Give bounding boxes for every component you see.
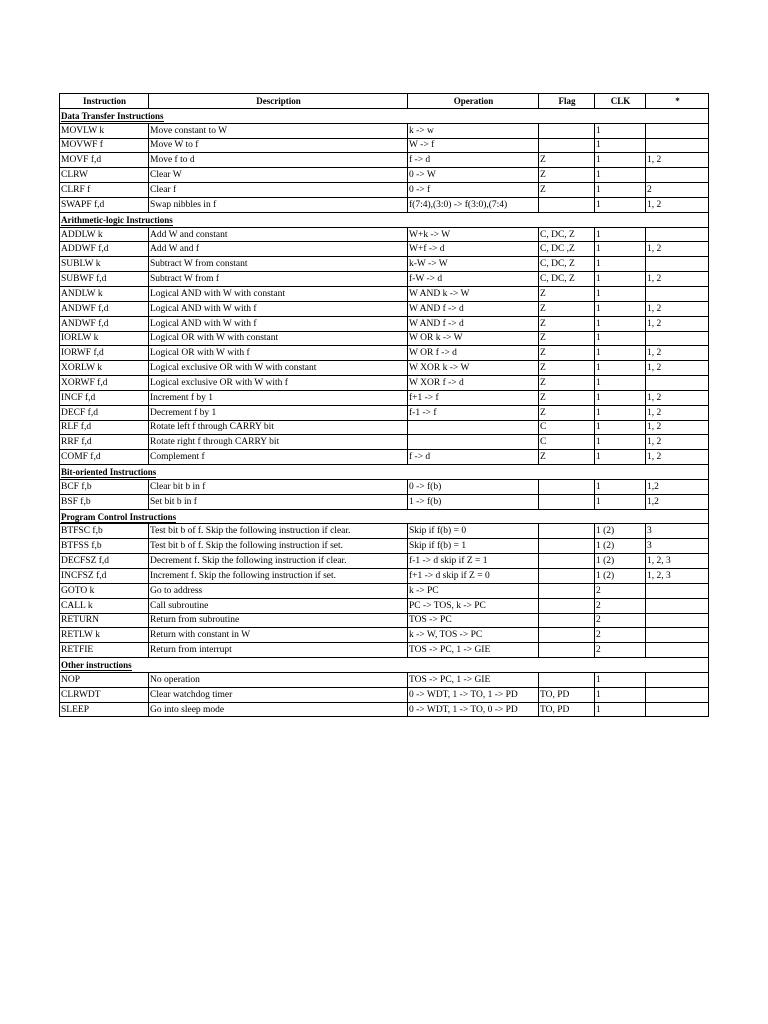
clk-cell: 1: [595, 346, 646, 361]
section-header-row: [60, 509, 709, 524]
operation-cell: W+k -> W: [408, 227, 539, 242]
table-row: [60, 494, 709, 509]
note-cell: [646, 702, 709, 717]
header-clk: CLK: [595, 94, 646, 109]
clk-cell: 1: [595, 286, 646, 301]
flag-cell: Z: [539, 450, 595, 465]
note-cell: [646, 628, 709, 643]
flag-cell: C, DC, Z: [539, 272, 595, 287]
note-cell: 1, 2: [646, 197, 709, 212]
clk-cell: 1 (2): [595, 539, 646, 554]
instruction-cell: CLRF f: [60, 183, 149, 198]
operation-cell: TOS -> PC, 1 -> GIE: [408, 672, 539, 687]
note-cell: [646, 613, 709, 628]
operation-cell: TOS -> PC, 1 -> GIE: [408, 643, 539, 658]
operation-cell: PC -> TOS, k -> PC: [408, 598, 539, 613]
instruction-cell: SUBWF f,d: [60, 272, 149, 287]
section-title-cell: [60, 212, 709, 227]
description-cell: Clear bit b in f: [149, 479, 408, 494]
section-title-cell: [60, 108, 709, 123]
description-cell: Logical exclusive OR with W with constant: [149, 361, 408, 376]
note-cell: [646, 598, 709, 613]
flag-cell: Z: [539, 183, 595, 198]
note-cell: 1, 2: [646, 361, 709, 376]
table-row: [60, 346, 709, 361]
table-row: [60, 183, 709, 198]
operation-cell: TOS -> PC: [408, 613, 539, 628]
flag-cell: Z: [539, 331, 595, 346]
flag-cell: C: [539, 435, 595, 450]
instruction-cell: NOP: [60, 672, 149, 687]
operation-cell: W AND k -> W: [408, 286, 539, 301]
table-row: [60, 272, 709, 287]
note-cell: [646, 672, 709, 687]
clk-cell: 1: [595, 227, 646, 242]
table-row: [60, 123, 709, 138]
operation-cell: 0 -> f: [408, 183, 539, 198]
clk-cell: 2: [595, 598, 646, 613]
instruction-cell: CLRW: [60, 168, 149, 183]
operation-cell: f-W -> d: [408, 272, 539, 287]
note-cell: 1, 2: [646, 316, 709, 331]
note-cell: [646, 168, 709, 183]
instruction-cell: COMF f,d: [60, 450, 149, 465]
note-cell: [646, 227, 709, 242]
instruction-cell: XORLW k: [60, 361, 149, 376]
description-cell: Move constant to W: [149, 123, 408, 138]
table-row: [60, 583, 709, 598]
section-header-row: [60, 108, 709, 123]
flag-cell: [539, 197, 595, 212]
operation-cell: f+1 -> f: [408, 390, 539, 405]
note-cell: 1, 2: [646, 272, 709, 287]
table-row: [60, 242, 709, 257]
note-cell: 1, 2: [646, 420, 709, 435]
description-cell: No operation: [149, 672, 408, 687]
flag-cell: [539, 524, 595, 539]
note-cell: 1, 2, 3: [646, 554, 709, 569]
section-header-row: [60, 465, 709, 480]
flag-cell: C, DC, Z: [539, 257, 595, 272]
operation-cell: k -> W, TOS -> PC: [408, 628, 539, 643]
instruction-cell: ANDWF f,d: [60, 301, 149, 316]
table-row: [60, 628, 709, 643]
header-description: Description: [149, 94, 408, 109]
instruction-cell: ADDLW k: [60, 227, 149, 242]
header-row: [60, 94, 709, 109]
instruction-cell: INCFSZ f,d: [60, 569, 149, 584]
flag-cell: C, DC, Z: [539, 227, 595, 242]
flag-cell: [539, 539, 595, 554]
note-cell: 3: [646, 524, 709, 539]
instruction-set-table: [59, 93, 709, 717]
description-cell: Increment f. Skip the following instruction if set.: [149, 569, 408, 584]
flag-cell: [539, 494, 595, 509]
note-cell: [646, 123, 709, 138]
clk-cell: 1: [595, 687, 646, 702]
instruction-cell: BTFSS f,b: [60, 539, 149, 554]
operation-cell: f -> d: [408, 450, 539, 465]
flag-cell: C: [539, 420, 595, 435]
table-row: [60, 450, 709, 465]
clk-cell: 1: [595, 168, 646, 183]
description-cell: Swap nibbles in f: [149, 197, 408, 212]
note-cell: 1, 2: [646, 301, 709, 316]
clk-cell: 1: [595, 316, 646, 331]
table-row: [60, 613, 709, 628]
instruction-cell: RETURN: [60, 613, 149, 628]
flag-cell: [539, 569, 595, 584]
clk-cell: 1: [595, 435, 646, 450]
instruction-cell: RETFIE: [60, 643, 149, 658]
note-cell: 1, 2: [646, 242, 709, 257]
note-cell: 1, 2: [646, 435, 709, 450]
flag-cell: [539, 479, 595, 494]
description-cell: Add W and f: [149, 242, 408, 257]
section-header-row: [60, 212, 709, 227]
flag-cell: Z: [539, 405, 595, 420]
note-cell: [646, 376, 709, 391]
flag-cell: Z: [539, 361, 595, 376]
operation-cell: W XOR f -> d: [408, 376, 539, 391]
flag-cell: Z: [539, 168, 595, 183]
operation-cell: W -> f: [408, 138, 539, 153]
note-cell: 1, 2: [646, 390, 709, 405]
instruction-cell: ANDLW k: [60, 286, 149, 301]
table-row: [60, 257, 709, 272]
operation-cell: W AND f -> d: [408, 301, 539, 316]
operation-cell: W AND f -> d: [408, 316, 539, 331]
clk-cell: 1: [595, 197, 646, 212]
table-row: [60, 435, 709, 450]
clk-cell: 1: [595, 138, 646, 153]
flag-cell: [539, 643, 595, 658]
table-row: [60, 227, 709, 242]
note-cell: [646, 583, 709, 598]
note-cell: [646, 138, 709, 153]
table-row: [60, 301, 709, 316]
operation-cell: 0 -> WDT, 1 -> TO, 1 -> PD: [408, 687, 539, 702]
operation-cell: [408, 435, 539, 450]
table-row: [60, 168, 709, 183]
instruction-cell: IORLW k: [60, 331, 149, 346]
table-row: [60, 361, 709, 376]
instruction-cell: RLF f,d: [60, 420, 149, 435]
description-cell: Move f to d: [149, 153, 408, 168]
section-title-cell: [60, 465, 709, 480]
table-body: [60, 108, 709, 717]
description-cell: Return from subroutine: [149, 613, 408, 628]
clk-cell: 1: [595, 450, 646, 465]
clk-cell: 1: [595, 405, 646, 420]
note-cell: 2: [646, 183, 709, 198]
instruction-cell: XORWF f,d: [60, 376, 149, 391]
instruction-cell: SUBLW k: [60, 257, 149, 272]
description-cell: Go into sleep mode: [149, 702, 408, 717]
description-cell: Complement f: [149, 450, 408, 465]
description-cell: Decrement f. Skip the following instruction if clear.: [149, 554, 408, 569]
table-row: [60, 569, 709, 584]
operation-cell: 0 -> WDT, 1 -> TO, 0 -> PD: [408, 702, 539, 717]
section-title: Arithmetic-logic Instructions: [61, 214, 173, 225]
description-cell: Logical OR with W with constant: [149, 331, 408, 346]
section-title: Bit-oriented Instructions: [61, 467, 157, 478]
table-row: [60, 420, 709, 435]
operation-cell: f+1 -> d skip if Z = 0: [408, 569, 539, 584]
clk-cell: 1: [595, 479, 646, 494]
clk-cell: 2: [595, 583, 646, 598]
flag-cell: Z: [539, 376, 595, 391]
operation-cell: Skip if f(b) = 1: [408, 539, 539, 554]
clk-cell: 1 (2): [595, 524, 646, 539]
description-cell: Decrement f by 1: [149, 405, 408, 420]
note-cell: [646, 643, 709, 658]
flag-cell: [539, 583, 595, 598]
flag-cell: Z: [539, 153, 595, 168]
note-cell: [646, 331, 709, 346]
description-cell: Add W and constant: [149, 227, 408, 242]
instruction-cell: GOTO k: [60, 583, 149, 598]
table-row: [60, 197, 709, 212]
operation-cell: W XOR k -> W: [408, 361, 539, 376]
description-cell: Go to address: [149, 583, 408, 598]
instruction-cell: MOVF f,d: [60, 153, 149, 168]
section-title-cell: [60, 509, 709, 524]
flag-cell: Z: [539, 316, 595, 331]
clk-cell: 1: [595, 376, 646, 391]
table-row: [60, 524, 709, 539]
note-cell: 1,2: [646, 479, 709, 494]
operation-cell: f(7:4),(3:0) -> f(3:0),(7:4): [408, 197, 539, 212]
description-cell: Logical OR with W with f: [149, 346, 408, 361]
clk-cell: 1: [595, 272, 646, 287]
header-operation: Operation: [408, 94, 539, 109]
clk-cell: 1: [595, 702, 646, 717]
flag-cell: TO, PD: [539, 687, 595, 702]
table-row: [60, 331, 709, 346]
header-note: *: [646, 94, 709, 109]
flag-cell: TO, PD: [539, 702, 595, 717]
operation-cell: 1 -> f(b): [408, 494, 539, 509]
operation-cell: W OR k -> W: [408, 331, 539, 346]
flag-cell: Z: [539, 301, 595, 316]
table-row: [60, 539, 709, 554]
table-row: [60, 138, 709, 153]
table-row: [60, 598, 709, 613]
instruction-cell: ANDWF f,d: [60, 316, 149, 331]
operation-cell: f-1 -> d skip if Z = 1: [408, 554, 539, 569]
section-title: Program Control Instructions: [61, 511, 177, 522]
flag-cell: [539, 554, 595, 569]
operation-cell: k -> w: [408, 123, 539, 138]
note-cell: 1, 2, 3: [646, 569, 709, 584]
instruction-cell: ADDWF f,d: [60, 242, 149, 257]
header-instruction: Instruction: [60, 94, 149, 109]
table-row: [60, 554, 709, 569]
note-cell: [646, 257, 709, 272]
flag-cell: [539, 138, 595, 153]
flag-cell: C, DC ,Z: [539, 242, 595, 257]
instruction-cell: DECF f,d: [60, 405, 149, 420]
note-cell: 1, 2: [646, 153, 709, 168]
description-cell: Call subroutine: [149, 598, 408, 613]
operation-cell: W OR f -> d: [408, 346, 539, 361]
clk-cell: 1: [595, 420, 646, 435]
flag-cell: [539, 123, 595, 138]
instruction-cell: INCF f,d: [60, 390, 149, 405]
instruction-cell: SWAPF f,d: [60, 197, 149, 212]
note-cell: 1, 2: [646, 405, 709, 420]
table-row: [60, 702, 709, 717]
flag-cell: Z: [539, 286, 595, 301]
flag-cell: [539, 628, 595, 643]
description-cell: Clear W: [149, 168, 408, 183]
clk-cell: 1 (2): [595, 554, 646, 569]
header-flag: Flag: [539, 94, 595, 109]
clk-cell: 2: [595, 643, 646, 658]
table-row: [60, 286, 709, 301]
description-cell: Logical AND with W with f: [149, 316, 408, 331]
clk-cell: 1: [595, 301, 646, 316]
instruction-cell: BSF f,b: [60, 494, 149, 509]
operation-cell: W+f -> d: [408, 242, 539, 257]
flag-cell: [539, 613, 595, 628]
operation-cell: 0 -> W: [408, 168, 539, 183]
instruction-cell: IORWF f,d: [60, 346, 149, 361]
instruction-cell: RRF f,d: [60, 435, 149, 450]
description-cell: Test bit b of f. Skip the following instruction if set.: [149, 539, 408, 554]
description-cell: Subtract W from f: [149, 272, 408, 287]
instruction-cell: MOVWF f: [60, 138, 149, 153]
description-cell: Logical exclusive OR with W with f: [149, 376, 408, 391]
table-row: [60, 405, 709, 420]
description-cell: Increment f by 1: [149, 390, 408, 405]
operation-cell: 0 -> f(b): [408, 479, 539, 494]
instruction-cell: RETLW k: [60, 628, 149, 643]
clk-cell: 1: [595, 361, 646, 376]
description-cell: Clear watchdog timer: [149, 687, 408, 702]
description-cell: Return from interrupt: [149, 643, 408, 658]
note-cell: 1, 2: [646, 450, 709, 465]
section-title: Other instructions: [61, 659, 132, 670]
table-row: [60, 643, 709, 658]
description-cell: Set bit b in f: [149, 494, 408, 509]
operation-cell: f-1 -> f: [408, 405, 539, 420]
operation-cell: Skip if f(b) = 0: [408, 524, 539, 539]
description-cell: Subtract W from constant: [149, 257, 408, 272]
clk-cell: 2: [595, 628, 646, 643]
description-cell: Test bit b of f. Skip the following instruction if clear.: [149, 524, 408, 539]
description-cell: Clear f: [149, 183, 408, 198]
description-cell: Move W to f: [149, 138, 408, 153]
instruction-cell: CLRWDT: [60, 687, 149, 702]
table-row: [60, 153, 709, 168]
table-row: [60, 390, 709, 405]
clk-cell: 1: [595, 123, 646, 138]
description-cell: Rotate right f through CARRY bit: [149, 435, 408, 450]
clk-cell: 1: [595, 257, 646, 272]
flag-cell: Z: [539, 346, 595, 361]
clk-cell: 1: [595, 153, 646, 168]
clk-cell: 1: [595, 331, 646, 346]
clk-cell: 1: [595, 494, 646, 509]
note-cell: 1, 2: [646, 346, 709, 361]
clk-cell: 2: [595, 613, 646, 628]
table-row: [60, 672, 709, 687]
flag-cell: Z: [539, 390, 595, 405]
table-row: [60, 479, 709, 494]
description-cell: Return with constant in W: [149, 628, 408, 643]
table-row: [60, 316, 709, 331]
flag-cell: [539, 598, 595, 613]
section-title-cell: [60, 658, 709, 673]
flag-cell: [539, 672, 595, 687]
instruction-cell: MOVLW k: [60, 123, 149, 138]
clk-cell: 1: [595, 390, 646, 405]
note-cell: 1,2: [646, 494, 709, 509]
description-cell: Logical AND with W with f: [149, 301, 408, 316]
operation-cell: [408, 420, 539, 435]
section-title: Data Transfer Instructions: [61, 110, 164, 121]
instruction-cell: CALL k: [60, 598, 149, 613]
operation-cell: k -> PC: [408, 583, 539, 598]
clk-cell: 1 (2): [595, 569, 646, 584]
instruction-cell: BCF f,b: [60, 479, 149, 494]
note-cell: [646, 687, 709, 702]
description-cell: Logical AND with W with constant: [149, 286, 408, 301]
clk-cell: 1: [595, 242, 646, 257]
note-cell: 3: [646, 539, 709, 554]
instruction-cell: DECFSZ f,d: [60, 554, 149, 569]
operation-cell: k-W -> W: [408, 257, 539, 272]
clk-cell: 1: [595, 672, 646, 687]
table-row: [60, 376, 709, 391]
note-cell: [646, 286, 709, 301]
instruction-cell: BTFSC f,b: [60, 524, 149, 539]
instruction-cell: SLEEP: [60, 702, 149, 717]
table-row: [60, 687, 709, 702]
operation-cell: f -> d: [408, 153, 539, 168]
clk-cell: 1: [595, 183, 646, 198]
section-header-row: [60, 658, 709, 673]
description-cell: Rotate left f through CARRY bit: [149, 420, 408, 435]
